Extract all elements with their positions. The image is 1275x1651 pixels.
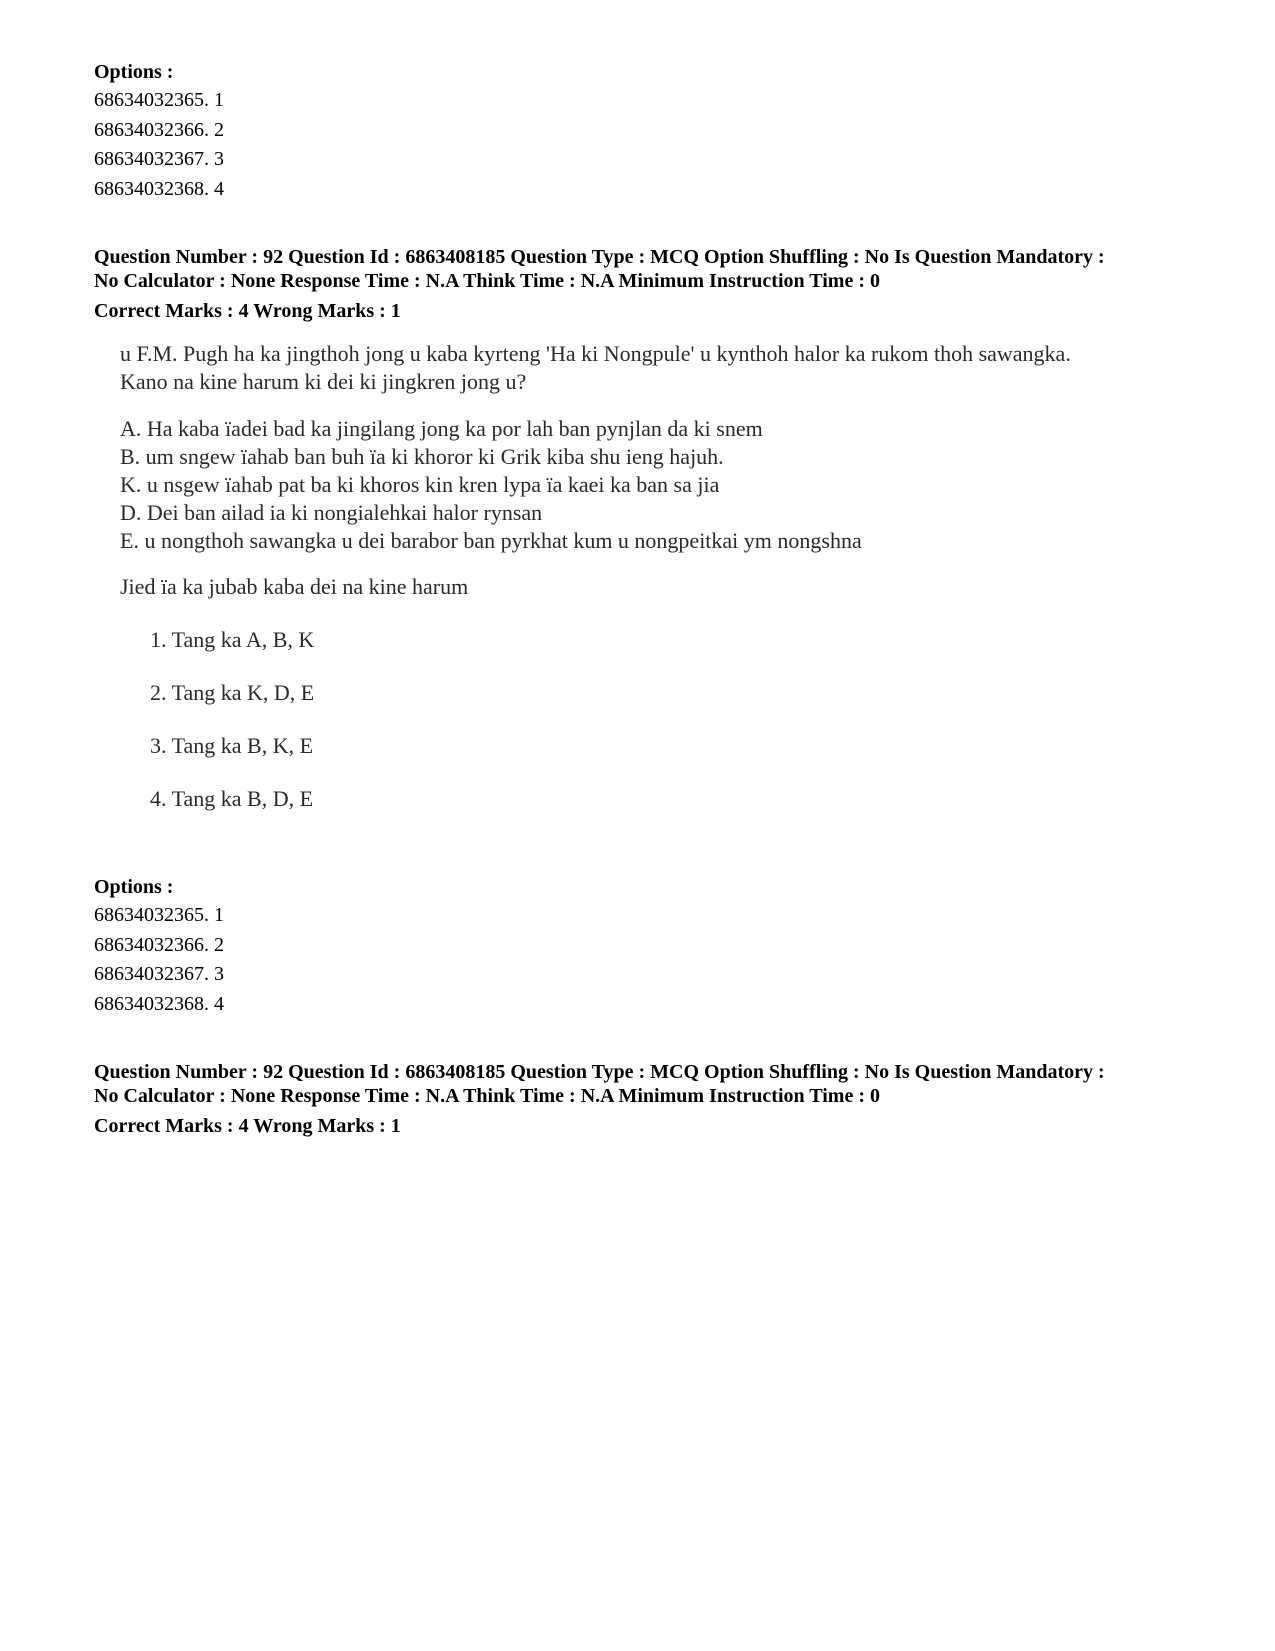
options-block-top <box>94 58 1194 204</box>
statement-item: E. u nongthoh sawangka u dei barabor ban pyrkhat kum u nongpeitkai ym nongshna <box>120 528 862 553</box>
question-stem-line: u F.M. Pugh ha ka jingthoh jong u kaba kyrteng 'Ha ki Nongpule' u kynthoh halor ka rukom thoh sawangka. <box>120 341 1071 366</box>
statement-item: K. u nsgew ïahab pat ba ki khoros kin kren lypa ïa kaei ka ban sa jia <box>120 472 720 497</box>
question-meta-block <box>94 1060 1194 1140</box>
answer-choice: 4. Tang ka B, D, E <box>150 786 314 811</box>
question-meta-line: No Calculator : None Response Time : N.A Think Time : N.A Minimum Instruction Time : 0 <box>94 270 880 292</box>
question-image <box>110 340 1180 850</box>
option-item: 68634032366. 2 <box>94 933 224 956</box>
answer-choice: 2. Tang ka K, D, E <box>150 680 315 705</box>
option-item: 68634032365. 1 <box>94 904 224 926</box>
question-meta-line: No Calculator : None Response Time : N.A Think Time : N.A Minimum Instruction Time : 0 <box>94 1085 880 1107</box>
option-item: 68634032366. 2 <box>94 118 224 141</box>
question-marks: Correct Marks : 4 Wrong Marks : 1 <box>94 1115 401 1137</box>
answer-choice: 1. Tang ka A, B, K <box>150 627 315 652</box>
option-item: 68634032367. 3 <box>94 148 224 170</box>
options-heading: Options : <box>94 876 174 898</box>
statement-item: D. Dei ban ailad ia ki nongialehkai halor rynsan <box>120 500 543 525</box>
option-item: 68634032365. 1 <box>94 89 224 111</box>
question-marks: Correct Marks : 4 Wrong Marks : 1 <box>94 300 401 322</box>
statement-item: B. um sngew ïahab ban buh ïa ki khoror ki Grik kiba shu ieng hajuh. <box>120 444 724 469</box>
option-item: 68634032368. 4 <box>94 177 224 200</box>
options-heading: Options : <box>94 61 174 83</box>
statement-item: A. Ha kaba ïadei bad ka jingilang jong ka por lah ban pynjlan da ki snem <box>120 416 763 441</box>
question-meta-block <box>94 245 1194 325</box>
question-prompt: Jied ïa ka jubab kaba dei na kine harum <box>120 574 469 599</box>
question-meta-line: Question Number : 92 Question Id : 6863408185 Question Type : MCQ Option Shuffling : No Is Question Mandatory : <box>94 246 1105 268</box>
question-stem-line: Kano na kine harum ki dei ki jingkren jong u? <box>120 369 527 394</box>
option-item: 68634032368. 4 <box>94 992 224 1015</box>
options-block-bottom <box>94 873 1194 1019</box>
question-meta-line: Question Number : 92 Question Id : 6863408185 Question Type : MCQ Option Shuffling : No Is Question Mandatory : <box>94 1061 1105 1083</box>
answer-choice: 3. Tang ka B, K, E <box>150 733 314 758</box>
option-item: 68634032367. 3 <box>94 963 224 985</box>
